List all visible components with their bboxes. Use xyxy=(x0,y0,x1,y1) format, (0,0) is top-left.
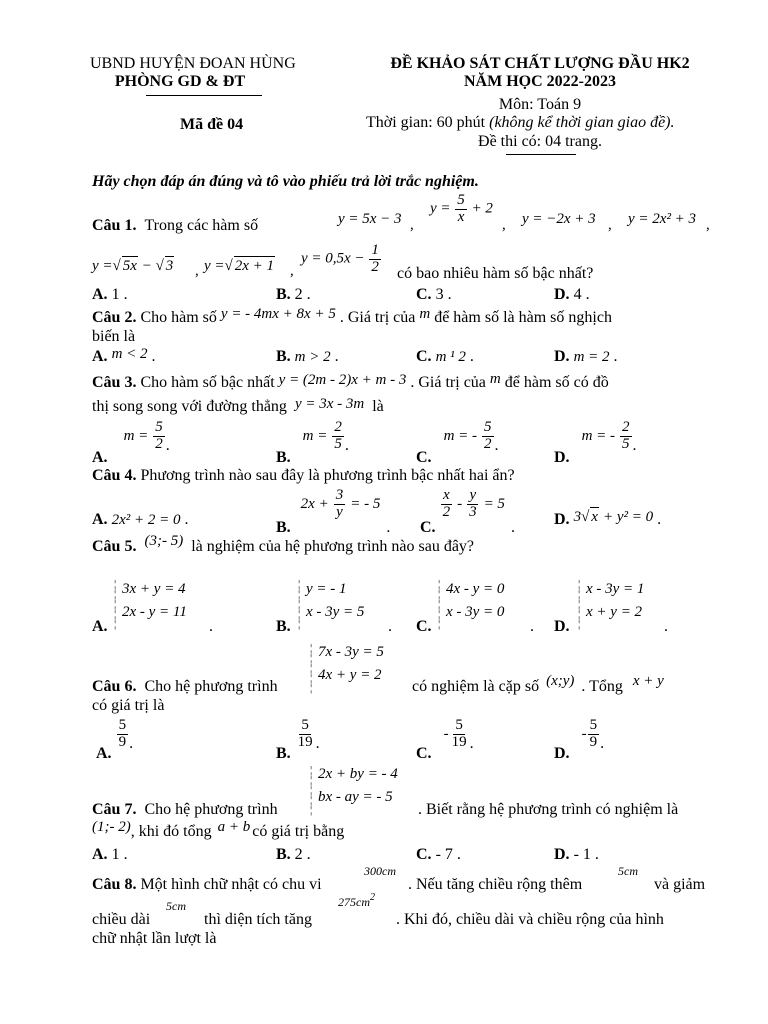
q5-label: Câu 5. xyxy=(92,538,137,555)
q7-label: Câu 7. xyxy=(92,801,137,818)
q4-answer-b: B. 2x + $\frac{3}{y}$ = - 5. xyxy=(276,487,391,536)
q2-line1 xyxy=(92,308,612,327)
q4-answer-c: C. $\frac{x}{2}$ - $\frac{y}{3}$ = 5. xyxy=(420,487,515,536)
q3-line2 xyxy=(92,397,384,416)
q1-f2-den: x xyxy=(457,208,465,225)
q1-sep2: , xyxy=(502,217,506,233)
q3-label: Câu 3. xyxy=(92,374,137,391)
exam-code: Mã đề 04 xyxy=(180,116,244,133)
q6-line1a xyxy=(92,677,278,696)
q8-text1: Một hình chữ nhật có chu vi xyxy=(140,876,322,893)
q7-line1b: . Biết rằng hệ phương trình có nghiệm là xyxy=(418,801,679,818)
q5-pair: (3;- 5) xyxy=(144,533,184,549)
q1-sep6: , xyxy=(290,263,294,279)
q1-f5-rad1: 5x xyxy=(122,258,137,274)
time-label: Thời gian: 60 phút xyxy=(366,114,490,131)
q1-f7 xyxy=(301,243,382,276)
q6-line1b xyxy=(412,673,664,696)
q7-brace: ¦ ¦ ¦ ¦ ¦ xyxy=(310,764,313,816)
office-name: PHÒNG GD & ĐT xyxy=(114,73,246,90)
q2-text1: Cho hàm số xyxy=(140,309,217,326)
q8-v2: 5cm xyxy=(618,864,638,878)
q5-a-dot: . xyxy=(209,618,213,635)
q3-line1 xyxy=(92,373,609,392)
q5-b-brace: ¦ ¦ ¦ ¦ ¦ xyxy=(298,578,301,630)
q8-line3: chữ nhật lần lượt là xyxy=(92,930,217,947)
q5-d-system: x - 3y = 1 x + y = 2 xyxy=(586,581,645,621)
q5-text: là nghiệm của hệ phương trình nào sau đây? xyxy=(191,538,475,555)
q2-answer-c: C. m ¹ 2 . xyxy=(416,348,474,365)
q6-sum: x + y xyxy=(632,673,664,689)
q4-label: Câu 4. xyxy=(92,467,137,484)
q2-answer-b: B. m > 2 . xyxy=(276,348,339,365)
q7-answer-d: D. - 1 . xyxy=(554,846,599,863)
page-count: Đề thi có: 04 trang. xyxy=(478,133,602,150)
q3-text3: để hàm số có đồ xyxy=(504,374,609,391)
q5-answer-b-letter: B. xyxy=(276,618,291,635)
q6-line2: có giá trị là xyxy=(92,697,165,714)
q7-text3: , khi đó tổng xyxy=(130,823,212,840)
q1-answer-d: D. 4 . xyxy=(554,286,590,303)
q8-line2c: . Khi đó, chiều dài và chiều rộng của hình xyxy=(396,911,664,928)
exam-title: ĐỀ KHẢO SÁT CHẤT LƯỢNG ĐẦU HK2 xyxy=(390,55,690,72)
instruction: Hãy chọn đáp án đúng và tô vào phiếu trả lời trắc nghiệm. xyxy=(92,173,479,190)
q8-line2a: chiều dài xyxy=(92,911,151,928)
q1-f7-frac xyxy=(369,243,381,276)
q5-c-dot: . xyxy=(530,618,534,635)
q6-text2: có nghiệm là cặp số xyxy=(412,678,540,695)
q1-sep4: , xyxy=(706,217,710,233)
q8-label: Câu 8. xyxy=(92,876,137,893)
q1-sep3: , xyxy=(608,217,612,233)
time-limit xyxy=(366,113,675,132)
q5-d-dot: . xyxy=(664,618,668,635)
time-note: (không kể thời gian giao đề). xyxy=(489,114,675,131)
q6-answer-d: D. - $\frac{5}{9}$ . xyxy=(554,717,605,762)
q1-answer-c: C. 3 . xyxy=(416,286,452,303)
q5-line1 xyxy=(92,533,475,556)
q1-f2 xyxy=(430,193,493,226)
q8-v1: 300cm xyxy=(364,864,396,878)
q2-line2: biến là xyxy=(92,328,136,345)
q7-answer-b: B. 2 . xyxy=(276,846,311,863)
q2-label: Câu 2. xyxy=(92,309,137,326)
q2-text2: . Giá trị của xyxy=(339,309,416,326)
q8-v3: 5cm xyxy=(166,899,186,913)
q7-pair: (1;- 2) xyxy=(92,819,131,835)
q3-answer-a: A. m = $\frac{5}{2}$ . xyxy=(92,419,170,466)
header-left-rule xyxy=(146,95,262,96)
q1-f5-rad2: 3 xyxy=(165,258,174,274)
q1-f6-rad: 2x + 1 xyxy=(234,258,275,274)
q3-line: y = 3x - 3m xyxy=(294,396,365,412)
q2-answer-a: A. m < 2 . xyxy=(92,346,156,365)
subject: Môn: Toán 9 xyxy=(498,96,582,113)
q5-c-brace: ¦ ¦ ¦ ¦ ¦ xyxy=(438,578,441,630)
q7-text1: Cho hệ phương trình xyxy=(144,801,278,818)
dept-name: UBND HUYỆN ĐOAN HÙNG xyxy=(90,55,296,72)
q3-answer-d: D. m = - $\frac{2}{5}$ . xyxy=(554,419,637,466)
q5-answer-c-letter: C. xyxy=(416,618,432,635)
q1-f4: y = 2x² + 3 xyxy=(628,211,697,227)
q3-text5: là xyxy=(372,398,384,415)
q5-a-system: 3x + y = 4 2x - y = 11 xyxy=(122,581,187,621)
q6-answer-c: C. - $\frac{5}{19}$ . xyxy=(416,717,474,762)
q7-system: 2x + by = - 4 bx - ay = - 5 xyxy=(318,766,398,806)
q3-text1: Cho hàm số bậc nhất xyxy=(140,374,275,391)
q5-answer-d-letter: D. xyxy=(554,618,570,635)
q5-b-dot: . xyxy=(388,618,392,635)
q8-line1b: . Nếu tăng chiều rộng thêm xyxy=(408,876,583,893)
q7-line1a xyxy=(92,800,278,819)
q1-f5: y =√ 5x − √ 3 xyxy=(92,258,174,274)
q3-text2: . Giá trị của xyxy=(410,374,486,391)
q1-f5-pre: y = xyxy=(92,258,113,274)
q1-f6: y =√ 2x + 1 xyxy=(204,258,275,274)
q1-f7-num: 1 xyxy=(371,242,379,258)
header-right-rule xyxy=(506,154,576,155)
q6-pair: (x;y) xyxy=(546,673,575,689)
q8-line1 xyxy=(92,875,322,894)
q2-text3: để hàm số là hàm số nghịch xyxy=(434,309,612,326)
q1-answer-a: A. 1 . xyxy=(92,286,128,303)
q3-var: m xyxy=(489,371,501,387)
q2-formula: y = - 4mx + 8x + 5 xyxy=(220,306,336,322)
q3-text4: thị song song với đường thẳng xyxy=(92,398,287,415)
q7-answer-a: A. 1 . xyxy=(92,846,128,863)
q1-label: Câu 1. xyxy=(92,217,137,234)
q5-b-system: y = - 1 x - 3y = 5 xyxy=(306,581,365,621)
q4-answer-a: A. 2x² + 2 = 0 . xyxy=(92,511,189,528)
q4-answer-d: D. 3√ x + y² = 0 . xyxy=(554,509,662,528)
q8-line1c: và giảm xyxy=(654,876,706,893)
q1-f7-den: 2 xyxy=(371,258,379,275)
q6-answer-b: B. $\frac{5}{19}$ . xyxy=(276,717,320,762)
q6-system: 7x - 3y = 5 4x + y = 2 xyxy=(318,644,384,684)
q6-text1: Cho hệ phương trình xyxy=(144,678,278,695)
q7-text4: có giá trị bằng xyxy=(252,823,345,840)
q1-f3: y = −2x + 3 xyxy=(522,211,596,227)
q1-sep5: , xyxy=(195,263,199,279)
q4-line1 xyxy=(92,466,515,485)
q8-v4: $275cm^2$ xyxy=(338,892,375,909)
q1-answer-b: B. 2 . xyxy=(276,286,311,303)
q7-sum: a + b xyxy=(217,819,251,835)
q4-text: Phương trình nào sau đây là phương trình bậc nhất hai ẩn? xyxy=(140,467,515,484)
q5-answer-a-letter: A. xyxy=(92,618,108,635)
q3-answer-c: C. m = - $\frac{5}{2}$ . xyxy=(416,419,499,466)
q6-text3: . Tổng xyxy=(581,678,623,695)
q6-label: Câu 6. xyxy=(92,678,137,695)
q7-line2 xyxy=(92,819,345,841)
q1-f2-num: 5 xyxy=(457,192,465,208)
q1-line1 xyxy=(92,216,258,235)
q1-f2-frac xyxy=(455,193,467,226)
q1-f5-mid: − xyxy=(141,258,152,274)
q5-d-brace: ¦ ¦ ¦ ¦ ¦ xyxy=(578,578,581,630)
q1-text: Trong các hàm số xyxy=(144,217,259,234)
school-year: NĂM HỌC 2022-2023 xyxy=(464,73,616,90)
q6-brace: ¦ ¦ ¦ ¦ ¦ xyxy=(310,642,313,694)
q1-sep1: , xyxy=(410,217,414,233)
q5-a-brace: ¦ ¦ ¦ ¦ ¦ xyxy=(114,578,117,630)
q2-answer-d: D. m = 2 . xyxy=(554,348,618,365)
q1-f1: y = 5x − 3 xyxy=(338,211,402,227)
q1-f7-pre: y = 0,5x − xyxy=(301,250,365,267)
q6-answer-a: A. $\frac{5}{9}$ . xyxy=(96,717,134,762)
q2-var: m xyxy=(419,306,431,322)
q3-formula: y = (2m - 2)x + m - 3 xyxy=(278,372,407,388)
q1-f6-pre: y = xyxy=(204,258,225,274)
q5-c-system: 4x - y = 0 x - 3y = 0 xyxy=(446,581,505,621)
q1-tail: có bao nhiêu hàm số bậc nhất? xyxy=(397,265,594,282)
q7-answer-c: C. - 7 . xyxy=(416,846,461,863)
q1-f2-pre: y = xyxy=(430,200,451,217)
q8-line2b: thì diện tích tăng xyxy=(204,911,312,928)
q3-answer-b: B. m = $\frac{2}{5}$ . xyxy=(276,419,349,466)
q1-f2-post: + 2 xyxy=(471,200,493,217)
